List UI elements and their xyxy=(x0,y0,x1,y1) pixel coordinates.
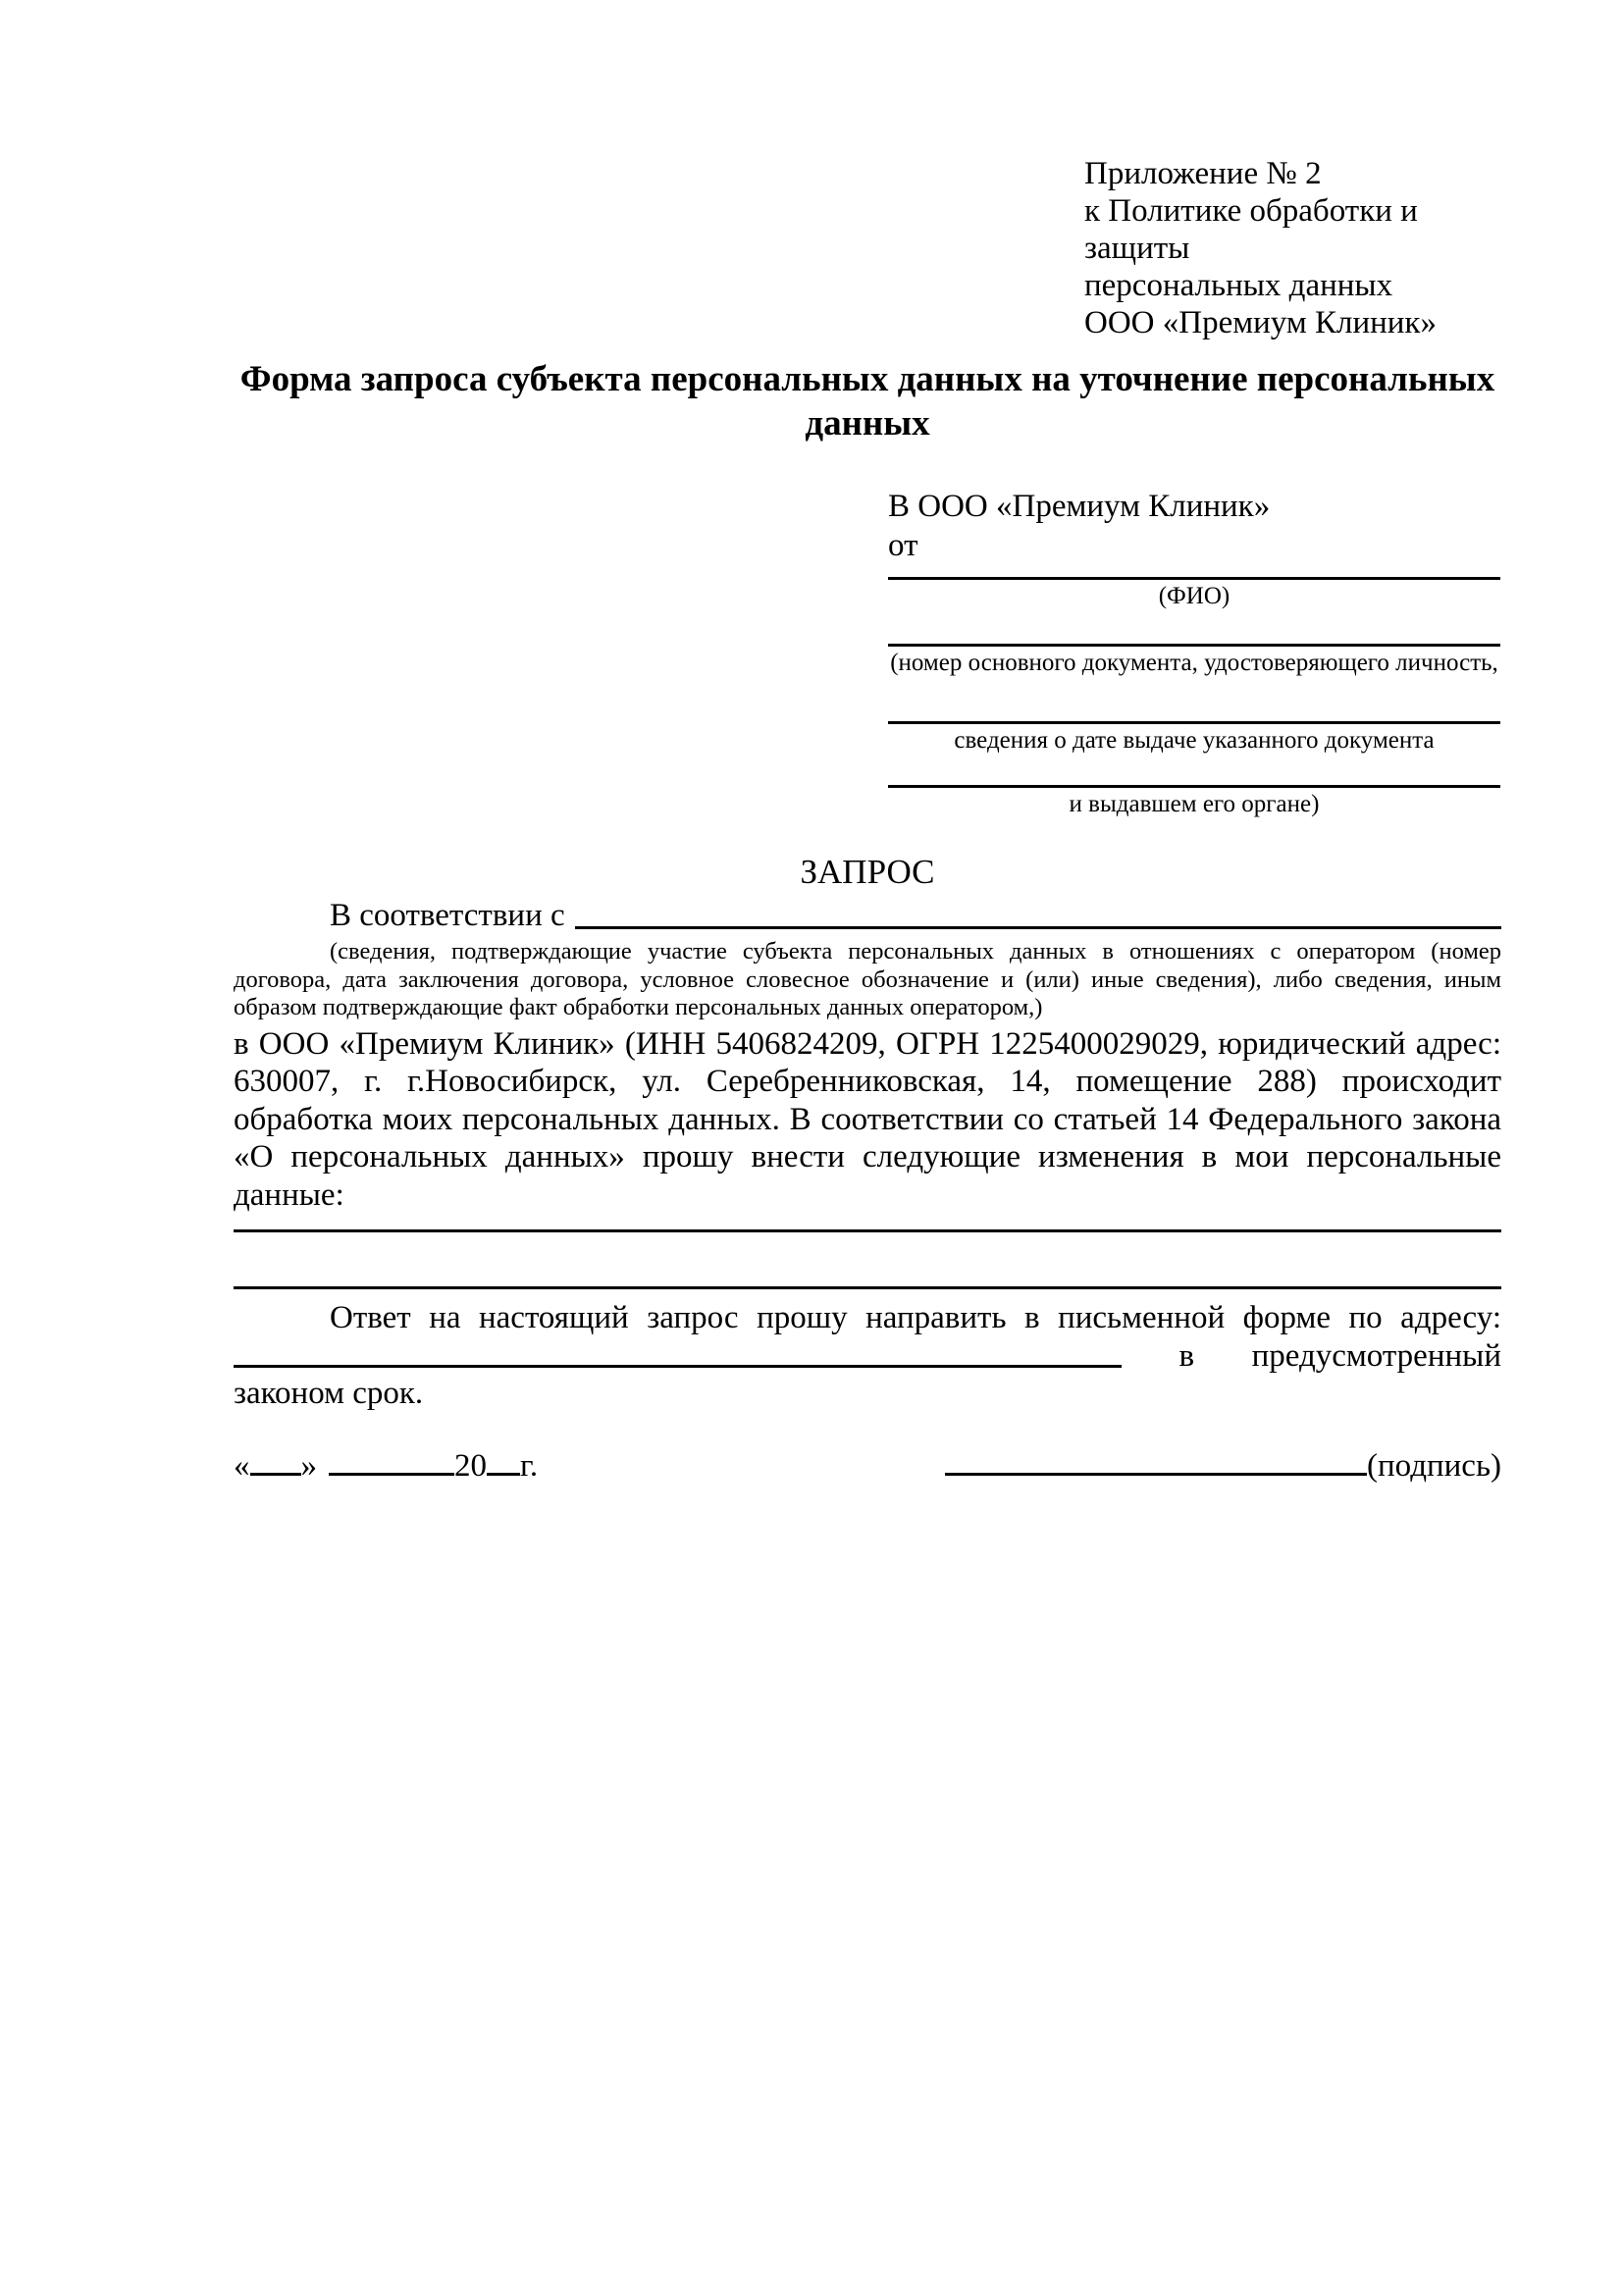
appendix-line: к Политике обработки и защиты xyxy=(1084,193,1418,266)
changes-blank-line-1 xyxy=(234,1229,1501,1232)
request-heading: ЗАПРОС xyxy=(800,853,935,891)
doc-issuer-caption: и выдавшем его органе) xyxy=(1069,791,1320,817)
request-section xyxy=(234,850,1501,1413)
date-quote-close: » xyxy=(300,1448,317,1484)
year-suffix: г. xyxy=(520,1448,539,1484)
reply-line-2 xyxy=(234,1337,1501,1376)
date-year-blank xyxy=(487,1440,520,1476)
date-month-blank xyxy=(329,1440,454,1476)
year-prefix: 20 xyxy=(454,1448,487,1484)
intro-line xyxy=(234,895,1501,934)
grounds-blank-line xyxy=(575,926,1501,929)
intro-caption: (сведения, подтверждающие участие субъекта персональных данных в отношениях с оператором (номер договора, дата заключения договора, условное словесное обозначение и (или) иные сведения), либо сведения, иным образом подтверждающие факт обработки персональных данных оператором,) xyxy=(234,938,1501,1020)
request-body: в ООО «Премиум Клиник» (ИНН 5406824209, ОГРН 1225400029029, юридический адрес: 630007, г. г.Новосибирск, ул. Серебренниковская, 14, помещение 288) происходит обработка моих персональных данных. В соответствии со статьей 14 Федерального закона «О персональных данных» прошу внести следующие изменения в мои персональные данные: xyxy=(234,1025,1501,1213)
changes-blank-line-2 xyxy=(234,1286,1501,1289)
addressee-to: В ООО «Премиум Клиник» xyxy=(888,489,1271,524)
date-day-blank xyxy=(250,1440,301,1476)
addressee-from: от xyxy=(888,528,918,563)
signature-line xyxy=(945,1440,1501,1486)
reply-word-stipulated: предусмотренный xyxy=(1251,1337,1501,1374)
appendix-line: ООО «Премиум Клиник» xyxy=(1084,305,1437,340)
appendix-line: персональных данных xyxy=(1084,268,1393,303)
signature-caption: (подпись) xyxy=(1367,1448,1501,1484)
fio-caption: (ФИО) xyxy=(1158,583,1230,609)
document-title: Форма запроса субъекта персональных данных на уточнение персональных данных xyxy=(239,359,1495,444)
doc-issue-date-caption: сведения о дате выдаче указанного документа xyxy=(954,727,1435,754)
appendix-line: Приложение № 2 xyxy=(1084,156,1322,191)
doc-number-caption: (номер основного документа, удостоверяющего личность, xyxy=(890,650,1498,676)
date-line xyxy=(234,1440,538,1486)
date-signature-row xyxy=(234,1440,1501,1486)
signature-blank-line xyxy=(945,1440,1367,1476)
appendix-note xyxy=(1084,155,1516,341)
intro-prefix: В соответствии с xyxy=(330,897,565,933)
date-quote-open: « xyxy=(234,1448,250,1484)
addressee-block xyxy=(888,487,1500,819)
reply-line-3: законом срок. xyxy=(234,1376,424,1411)
reply-line-1: Ответ на настоящий запрос прошу направить в письменной форме по адресу: xyxy=(330,1300,1501,1335)
reply-address-blank-line xyxy=(234,1365,1122,1368)
reply-word-in: в xyxy=(1178,1337,1195,1374)
